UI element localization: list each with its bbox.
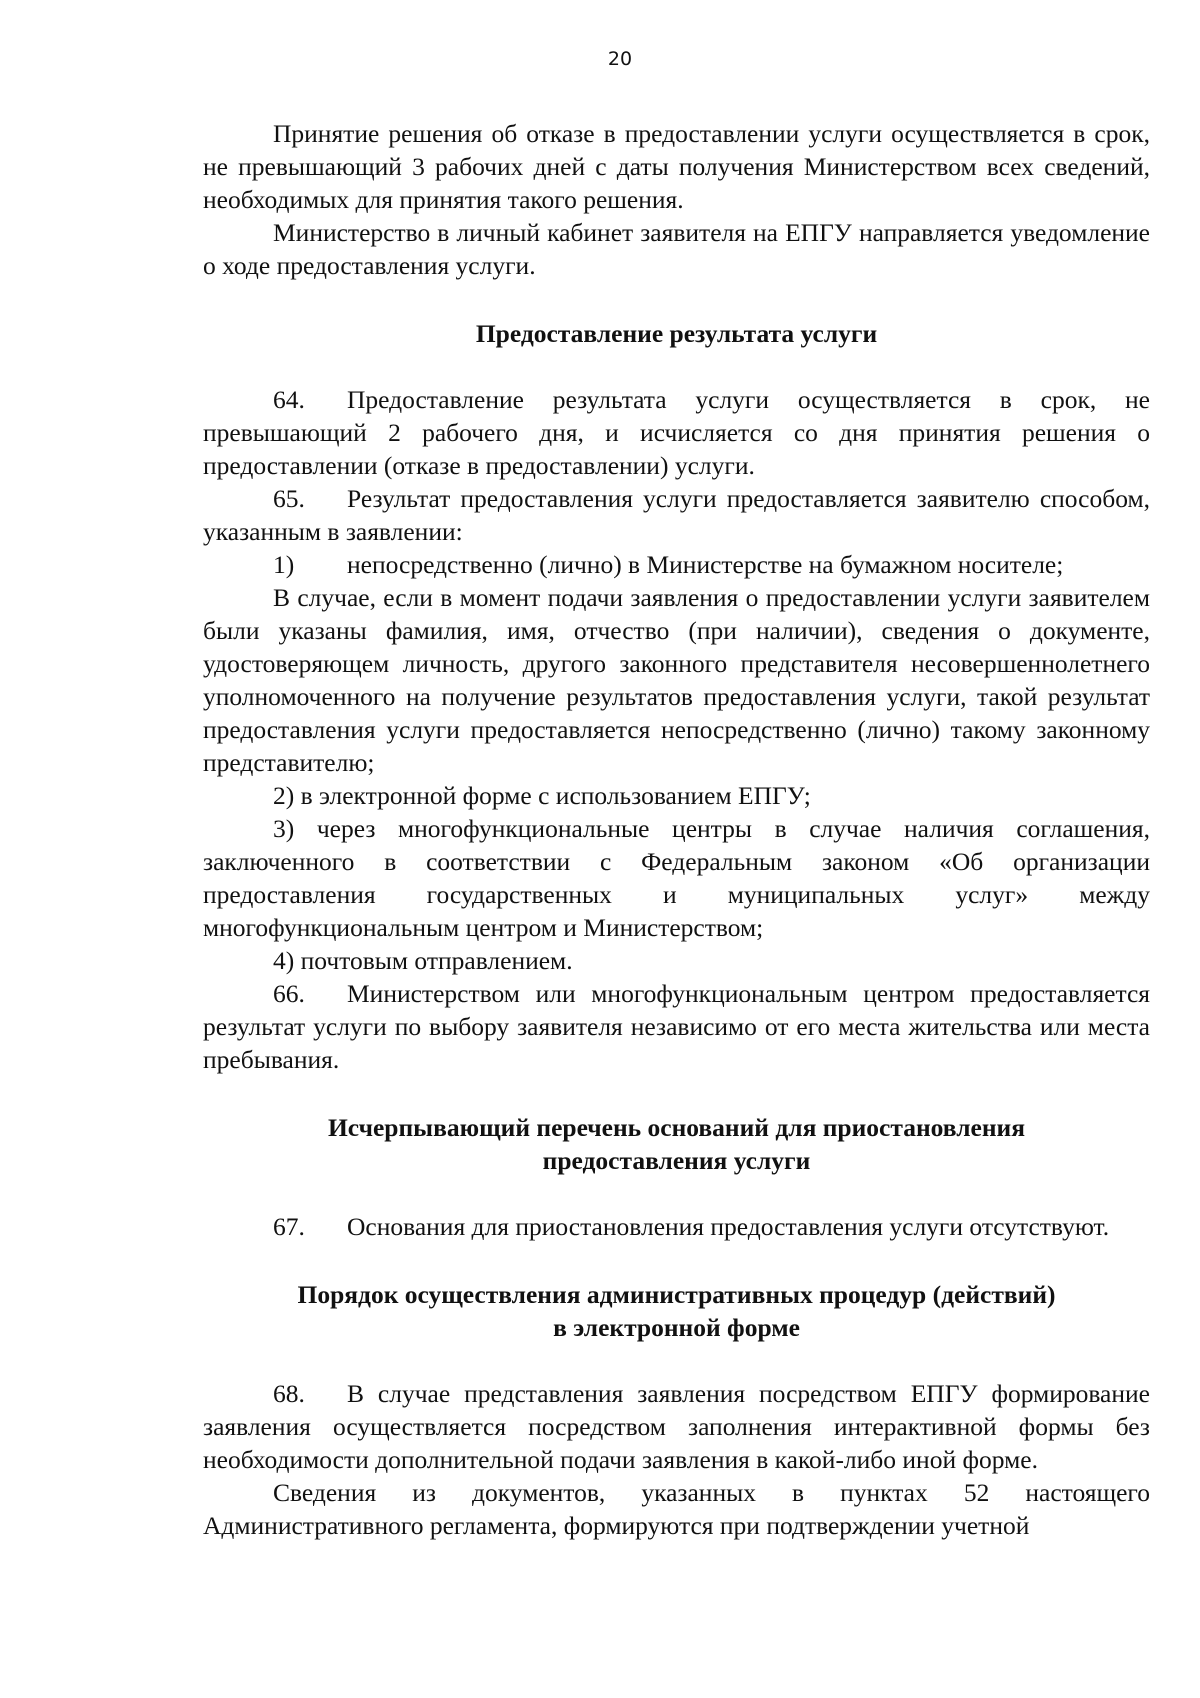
subitem-2: 2) в электронной форме с использованием ЕПГУ; <box>273 781 811 810</box>
section-heading-result: Предоставление результата услуги <box>475 319 878 348</box>
subitem-1 <box>203 548 1150 581</box>
item-68 <box>203 1377 1150 1476</box>
document-body <box>203 117 1150 1542</box>
item-number: 68. <box>273 1379 305 1408</box>
item-number: 65. <box>273 484 305 513</box>
paragraph-documents-info: Сведения из документов, указанных в пунктах 52 настоящего Административного регламента, формируются при подтверждении учетной <box>203 1478 1150 1540</box>
heading-line: Порядок осуществления административных процедур (действий) <box>297 1280 1056 1309</box>
subitem-text: непосредственно (лично) в Министерстве на бумажном носителе; <box>347 550 1064 579</box>
paragraph-notification: Министерство в личный кабинет заявителя на ЕПГУ направляется уведомление о ходе предоставления услуги. <box>203 218 1150 280</box>
item-text: Предоставление результата услуги осуществляется в срок, не превышающий 2 рабочего дня, и исчисляется со дня принятия решения о предоставлении (отказе в предоставлении) услуги. <box>203 385 1150 480</box>
item-number: 64. <box>273 385 305 414</box>
heading-line: предоставления услуги <box>542 1146 811 1175</box>
item-text: Министерством или многофункциональным центром предоставляется результат услуги по выбору заявителя независимо от его места жительства или места пребывания. <box>203 979 1150 1074</box>
subitem-3: 3) через многофункциональные центры в случае наличия соглашения, заключенного в соответствии с Федеральным законом «Об организации предоставления государственных и муниципальных услуг» между многофункциональным центром и Министерством; <box>203 814 1150 942</box>
item-number: 66. <box>273 979 305 1008</box>
item-number: 67. <box>273 1212 305 1241</box>
item-text: В случае представления заявления посредством ЕПГУ формирование заявления осуществляется посредством заполнения интерактивной формы без необходимости дополнительной подачи заявления в какой-либо иной форме. <box>203 1379 1150 1474</box>
subitem-4: 4) почтовым отправлением. <box>273 946 573 975</box>
item-66 <box>203 977 1150 1076</box>
item-67 <box>203 1210 1150 1243</box>
paragraph-legal-representative: В случае, если в момент подачи заявления о предоставлении услуги заявителем были указаны фамилия, имя, отчество (при наличии), сведения о документе, удостоверяющем личность, другого законного представителя несовершеннолетнего уполномоченного на получение результатов предоставления услуги, такой результат предоставления услуги предоставляется непосредственно (лично) такому законному представителю; <box>203 583 1150 777</box>
subitem-number: 1) <box>273 550 295 579</box>
paragraph-refusal-deadline: Принятие решения об отказе в предоставлении услуги осуществляется в срок, не превышающий 3 рабочих дней с даты получения Министерством всех сведений, необходимых для принятия такого решения. <box>203 119 1150 214</box>
section-heading-electronic <box>203 1278 1150 1344</box>
page-number: 20 <box>607 48 633 70</box>
item-text: Основания для приостановления предоставления услуги отсутствуют. <box>347 1212 1110 1241</box>
item-64 <box>203 383 1150 482</box>
heading-line: Исчерпывающий перечень оснований для приостановления <box>327 1113 1026 1142</box>
item-text: Результат предоставления услуги предоставляется заявителю способом, указанным в заявлении: <box>203 484 1150 546</box>
section-heading-suspension <box>203 1111 1150 1177</box>
heading-line: в электронной форме <box>553 1313 800 1342</box>
item-65 <box>203 482 1150 548</box>
